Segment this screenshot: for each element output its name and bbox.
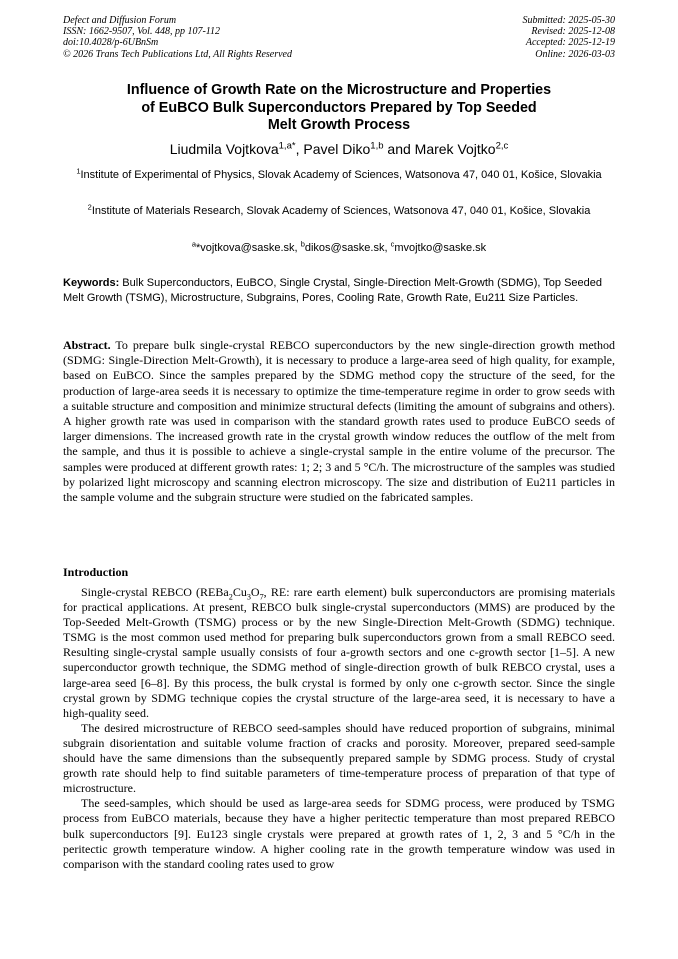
email-address: dikos@saske.sk,: [304, 242, 391, 254]
introduction-body: [63, 585, 615, 872]
journal-info: [63, 15, 292, 60]
paragraph: [63, 585, 615, 721]
author-affiliation-marker: 1,a*: [278, 140, 296, 152]
paragraph: The desired microstructure of REBCO seed-samples should have reduced proportion of subgrains, minimal subgrain disorientation and suitable volume fraction of cracks and porosity. Moreover, prepared seed-sample should have the same dimensions than the subsequently prepared sample by SDMG process. Study of crystal growth rate should help to find suitable parameters of time-temperature process of preparation of that type of microstructure.: [63, 720, 615, 796]
paper-title: [63, 82, 615, 135]
author-name: Marek Vojtko: [414, 141, 496, 157]
accepted-date: Accepted: 2025-12-19: [525, 37, 615, 49]
paragraph-text: O: [250, 585, 260, 599]
paragraph-text: , RE: rare earth element) bulk superconductors are promising materials for practical applications. At present, REBCO bulk single-crystal superconductors (MMS) are produced by the Top-Seeded Melt-Growth (TSMG) process or by the new Single-Direction Melt-Growth (SDMG) technique. TSMG is the most common used method for preparing bulk superconductors grown from a small REBCO seed. Resulting single-crystal sample usually consists of four a-growth sectors and one c-growth sector [1–5]. A new superconductor growth technique, the SDMG method of single-direction growth of bulk REBCO crystal, uses a large-area seed [6–8]. By this process, the bulk crystal is formed by only one c-growth sector. Since the single crystal grown by SDMG technique copies the crystal structure of the large-area seed, it is necessary to have a high-quality seed.: [63, 585, 616, 720]
section-heading-introduction: Introduction: [63, 565, 129, 579]
email-marker: b: [300, 239, 305, 249]
abstract-text: To prepare bulk single-crystal REBCO superconductors by the new single-direction growth method (SDMG: Single-Direction Melt-Growth), it is necessary to produce a large-area seed of high quality, for example, based on EuBCO. Since the samples prepared by the SDMG method copy the structure of the seed, for the production of large-area seeds it is necessary to optimize the time-temperature regime in order to grow seeds with a suitable structure and composition and minimize structural defects (limiting the amount of subgrains and others). A higher growth rate was used in comparison with the standard growth rates used to produce EuBCO seeds of larger dimensions. The increased growth rate in the crystal growth window reduces the outflow of the melt from the sample, and thus it is possible to achieve a single-crystal sample in the entire volume of the precursor. The samples were produced at different growth rates: 1; 2; 3 and 5 °C/h. The microstructure of the samples was studied by polarized light microscopy and scanning electron microscopy. The size and distribution of Eu211 particles in the sample volume and the subgrain structure were studied on the fabricated samples.: [63, 338, 615, 505]
email-address: mvojtko@saske.sk: [394, 242, 487, 254]
issn-volume: ISSN: 1662-9507, Vol. 448, pp 107-112: [63, 26, 221, 38]
email-list: [63, 241, 615, 256]
paragraph-text: Single-crystal REBCO (REBa: [81, 585, 229, 599]
online-date: Online: 2026-03-03: [535, 48, 615, 60]
affiliation-number: 2: [87, 202, 92, 212]
keywords-text: Bulk Superconductors, EuBCO, Single Crystal, Single-Direction Melt-Growth (SDMG), Top Seeded Melt Growth (TSMG), Microstructure, Subgrains, Pores, Cooling Rate, Growth Rate, Eu211 Size Particles.: [63, 277, 603, 304]
affiliation-2: [63, 204, 615, 219]
keywords-label: Keywords:: [63, 277, 120, 289]
affiliation-number: 1: [76, 166, 81, 176]
subscript: 2: [228, 592, 233, 602]
copyright: © 2026 Trans Tech Publications Ltd, All Rights Reserved: [63, 48, 292, 60]
revised-date: Revised: 2025-12-08: [531, 26, 615, 38]
email-marker: a: [191, 239, 196, 249]
submitted-date: Submitted: 2025-05-30: [522, 15, 615, 26]
author-separator: ,: [295, 141, 304, 157]
affiliation-1: [63, 168, 615, 183]
doi: doi:10.4028/p-6UBnSm: [63, 37, 159, 49]
paragraph-text: Cu: [232, 585, 247, 599]
abstract: [63, 338, 615, 505]
subscript: 3: [246, 592, 251, 602]
subscript: 7: [259, 592, 264, 602]
author-name: Liudmila Vojtkova: [169, 141, 279, 157]
author-name: Pavel Diko: [303, 141, 371, 157]
author-affiliation-marker: 1,b: [370, 140, 384, 152]
email-marker: c: [390, 239, 395, 249]
abstract-label: Abstract.: [63, 338, 111, 352]
paragraph: The seed-samples, which should be used as large-area seeds for SDMG process, were produced by TSMG process from EuBCO materials, because they have a higher peritectic temperature than most prepared REBCO bulk superconductors [9]. Eu123 single crystals were prepared at growth rates of 1, 2, 3 and 5 °C/h in the peritectic growth temperature window. A higher cooling rate in the growth temperature window was used in comparison with the standard cooling rates used to grow: [63, 796, 615, 871]
affiliation-text: Institute of Experimental of Physics, Slovak Academy of Sciences, Watsonova 47, 040 01, Košice, Slovakia: [80, 169, 602, 181]
affiliation-text: Institute of Materials Research, Slovak Academy of Sciences, Watsonova 47, 040 01, Košice, Slovakia: [91, 205, 591, 217]
author-separator: and: [383, 141, 415, 157]
title-line-3: Melt Growth Process: [267, 117, 411, 133]
journal-name: Defect and Diffusion Forum: [63, 15, 177, 26]
author-list: [63, 141, 615, 158]
publication-dates: [523, 15, 616, 60]
email-address: *vojtkova@saske.sk,: [195, 242, 301, 254]
author-affiliation-marker: 2,c: [495, 140, 509, 152]
title-line-1: Influence of Growth Rate on the Microstructure and Properties: [126, 82, 552, 98]
title-line-2: of EuBCO Bulk Superconductors Prepared by Top Seeded: [141, 99, 537, 116]
keywords: [63, 276, 615, 306]
